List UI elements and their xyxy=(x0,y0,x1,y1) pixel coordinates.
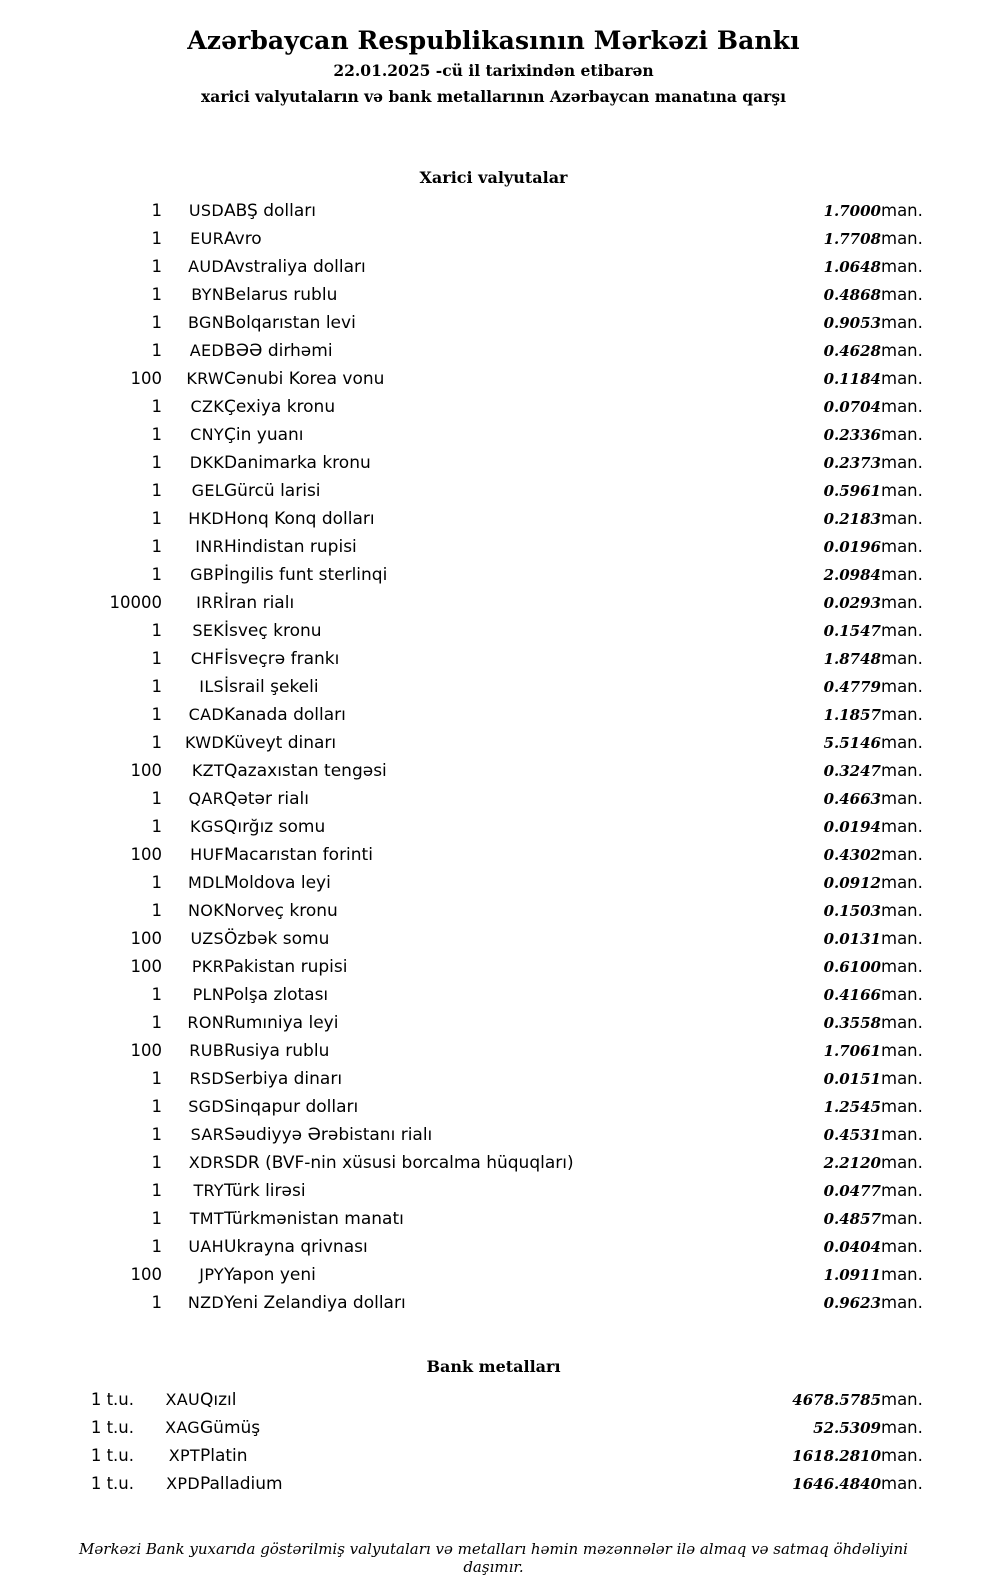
currency-code: RUB xyxy=(189,1041,224,1060)
rate-amount: 1 xyxy=(151,285,162,304)
rate-amount: 1 xyxy=(151,705,162,724)
currency-code: JPY xyxy=(199,1265,224,1284)
rate-amount: 1 xyxy=(151,1181,162,1200)
rate-value: 0.0404 xyxy=(823,1238,881,1256)
rate-amount: 1 xyxy=(151,481,162,500)
rate-amount: 1 xyxy=(151,677,162,696)
rate-amount: 1 xyxy=(151,789,162,808)
rate-unit: man. xyxy=(881,705,923,724)
currency-code: MDL xyxy=(188,873,224,892)
currency-code: EUR xyxy=(190,229,224,248)
table-row xyxy=(44,253,943,281)
rate-amount: 1 xyxy=(151,1237,162,1256)
rate-amount: 1 xyxy=(151,621,162,640)
rate-amount: 100 xyxy=(130,1041,162,1060)
currency-code: KWD xyxy=(185,733,224,752)
currency-code: SAR xyxy=(190,1125,224,1144)
table-row xyxy=(44,1414,943,1442)
rate-value: 0.5961 xyxy=(823,482,881,500)
rate-amount: 1 xyxy=(151,1097,162,1116)
table-row xyxy=(44,757,943,785)
rate-amount: 100 xyxy=(130,957,162,976)
rate-unit: man. xyxy=(881,845,923,864)
rate-amount: 1 xyxy=(151,901,162,920)
rate-unit: man. xyxy=(881,1474,923,1493)
currency-rows-body xyxy=(44,197,943,1317)
footer-note: Mərkəzi Bank yuxarıda göstərilmiş valyutaları və metalları həmin məzənnələr ilə almaq və satmaq öhdəliyini daşımır. xyxy=(79,1540,908,1576)
currency-code: XPT xyxy=(168,1446,200,1465)
currency-code: GBP xyxy=(190,565,224,584)
currency-code: AUD xyxy=(188,257,224,276)
table-row xyxy=(44,897,943,925)
currency-code: XAU xyxy=(165,1390,200,1409)
rate-amount: 100 xyxy=(130,845,162,864)
rate-unit: man. xyxy=(881,397,923,416)
currency-code: NZD xyxy=(187,1293,224,1312)
currency-code: UZS xyxy=(190,929,224,948)
currency-code: DKK xyxy=(189,453,224,472)
currency-name: Küveyt dinarı xyxy=(224,733,337,753)
currency-code: QAR xyxy=(188,789,224,808)
table-row xyxy=(44,1289,943,1317)
table-row xyxy=(44,281,943,309)
currency-code: INR xyxy=(195,537,224,556)
rate-unit: man. xyxy=(881,1181,923,1200)
rate-amount: 1 t.u. xyxy=(90,1390,134,1409)
currency-code: KZT xyxy=(191,761,224,780)
currency-code: NOK xyxy=(188,901,224,920)
table-row xyxy=(44,1177,943,1205)
table-row xyxy=(44,393,943,421)
currency-name: Macarıstan forinti xyxy=(224,845,373,865)
rate-unit: man. xyxy=(881,565,923,584)
rate-amount: 1 xyxy=(151,201,162,220)
currency-name: Türk lirəsi xyxy=(224,1181,306,1201)
rate-unit: man. xyxy=(881,1418,923,1437)
currency-name: Gürcü larisi xyxy=(224,481,321,501)
rate-amount: 1 xyxy=(151,313,162,332)
rate-value: 0.0196 xyxy=(823,538,881,556)
currency-code: RSD xyxy=(189,1069,224,1088)
currency-name: Gümüş xyxy=(200,1418,261,1438)
currency-name: Rusiya rublu xyxy=(224,1041,330,1061)
rate-unit: man. xyxy=(881,481,923,500)
rate-unit: man. xyxy=(881,1153,923,1172)
currency-code: KRW xyxy=(186,369,224,388)
table-row xyxy=(44,1205,943,1233)
rate-amount: 1 xyxy=(151,453,162,472)
table-row xyxy=(44,309,943,337)
rate-unit: man. xyxy=(881,369,923,388)
rate-unit: man. xyxy=(881,817,923,836)
table-row xyxy=(44,673,943,701)
rate-value: 0.6100 xyxy=(823,958,881,976)
table-row xyxy=(44,477,943,505)
rate-unit: man. xyxy=(881,313,923,332)
rate-unit: man. xyxy=(881,649,923,668)
currency-name: Kanada dolları xyxy=(224,705,346,725)
currency-name: Belarus rublu xyxy=(224,285,338,305)
rate-value: 1646.4840 xyxy=(792,1475,881,1493)
currency-rates-table xyxy=(44,197,943,1317)
rate-amount: 1 xyxy=(151,229,162,248)
rate-amount: 1 xyxy=(151,257,162,276)
rate-value: 0.0194 xyxy=(823,818,881,836)
rate-amount: 1 xyxy=(151,1069,162,1088)
rate-value: 0.1547 xyxy=(823,622,881,640)
rate-value: 0.3558 xyxy=(823,1014,881,1032)
table-row xyxy=(44,197,943,225)
rate-value: 5.5146 xyxy=(823,734,881,752)
currency-name: Pakistan rupisi xyxy=(224,957,348,977)
rate-unit: man. xyxy=(881,873,923,892)
rate-unit: man. xyxy=(881,509,923,528)
table-row xyxy=(44,1470,943,1498)
rate-amount: 1 xyxy=(151,733,162,752)
currency-name: İsveç kronu xyxy=(224,621,322,641)
rate-value: 1.2545 xyxy=(823,1098,881,1116)
currency-code: USD xyxy=(188,201,224,220)
rate-value: 1618.2810 xyxy=(792,1447,881,1465)
rate-amount: 1 xyxy=(151,1293,162,1312)
table-row xyxy=(44,981,943,1009)
currency-name: Çexiya kronu xyxy=(224,397,336,417)
rate-value: 1.7000 xyxy=(823,202,881,220)
rate-unit: man. xyxy=(881,257,923,276)
rate-value: 0.4166 xyxy=(823,986,881,1004)
currency-code: XAG xyxy=(165,1418,200,1437)
rate-value: 1.7061 xyxy=(823,1042,881,1060)
currency-name: Norveç kronu xyxy=(224,901,338,921)
rate-value: 0.0912 xyxy=(823,874,881,892)
currency-code: AED xyxy=(189,341,224,360)
table-row xyxy=(44,337,943,365)
currency-name: Rumıniya leyi xyxy=(224,1013,339,1033)
table-row xyxy=(44,1149,943,1177)
currency-name: İngilis funt sterlinqi xyxy=(224,565,388,585)
currency-code: XDR xyxy=(188,1153,224,1172)
currency-code: TRY xyxy=(193,1181,224,1200)
metal-rates-table xyxy=(44,1386,943,1498)
currency-name: Platin xyxy=(200,1446,248,1466)
rate-unit: man. xyxy=(881,1293,923,1312)
currency-code: PLN xyxy=(192,985,224,1004)
table-row xyxy=(44,1037,943,1065)
table-row xyxy=(44,617,943,645)
rate-unit: man. xyxy=(881,1209,923,1228)
rate-amount: 1 xyxy=(151,1153,162,1172)
currency-name: Honq Konq dolları xyxy=(224,509,375,529)
rate-value: 1.0911 xyxy=(823,1266,881,1284)
currency-code: CHF xyxy=(190,649,224,668)
currency-code: HKD xyxy=(188,509,224,528)
currency-name: Hindistan rupisi xyxy=(224,537,357,557)
table-row xyxy=(44,225,943,253)
rate-amount: 1 t.u. xyxy=(90,1474,134,1493)
rate-unit: man. xyxy=(881,1069,923,1088)
rate-amount: 1 t.u. xyxy=(90,1418,134,1437)
currency-name: Özbək somu xyxy=(224,929,330,949)
rate-unit: man. xyxy=(881,1097,923,1116)
table-row xyxy=(44,1442,943,1470)
currency-code: GEL xyxy=(191,481,224,500)
rate-unit: man. xyxy=(881,425,923,444)
table-row xyxy=(44,561,943,589)
rate-amount: 1 xyxy=(151,509,162,528)
rate-unit: man. xyxy=(881,201,923,220)
section-title-metals: Bank metalları xyxy=(426,1357,561,1376)
currency-code: SEK xyxy=(192,621,224,640)
rate-value: 52.5309 xyxy=(813,1419,881,1437)
currency-name: Polşa zlotası xyxy=(224,985,329,1005)
currency-name: Avro xyxy=(224,229,262,249)
rate-unit: man. xyxy=(881,1041,923,1060)
currency-code: KGS xyxy=(190,817,224,836)
rate-unit: man. xyxy=(881,901,923,920)
rate-value: 0.9053 xyxy=(823,314,881,332)
rate-unit: man. xyxy=(881,1237,923,1256)
rate-value: 0.4663 xyxy=(823,790,881,808)
rate-value: 4678.5785 xyxy=(792,1391,881,1409)
currency-name: İsveçrə frankı xyxy=(224,649,340,669)
rate-value: 0.2336 xyxy=(823,426,881,444)
rate-unit: man. xyxy=(881,1265,923,1284)
table-row xyxy=(44,841,943,869)
rate-value: 0.4628 xyxy=(823,342,881,360)
rate-value: 2.2120 xyxy=(823,1154,881,1172)
currency-name: ABŞ dolları xyxy=(224,201,316,221)
rate-amount: 100 xyxy=(130,1265,162,1284)
currency-name: Palladium xyxy=(200,1474,283,1494)
rate-value: 0.2183 xyxy=(823,510,881,528)
rate-amount: 100 xyxy=(130,369,162,388)
currency-code: IRR xyxy=(196,593,224,612)
table-row xyxy=(44,1261,943,1289)
document-description: xarici valyutaların və bank metallarının Azərbaycan manatına qarşı xyxy=(201,87,786,106)
table-row xyxy=(44,1121,943,1149)
currency-name: Yeni Zelandiya dolları xyxy=(224,1293,406,1313)
rate-amount: 1 xyxy=(151,397,162,416)
currency-name: Moldova leyi xyxy=(224,873,331,893)
rate-unit: man. xyxy=(881,453,923,472)
table-row xyxy=(44,869,943,897)
rate-amount: 1 xyxy=(151,565,162,584)
rate-unit: man. xyxy=(881,1446,923,1465)
rate-value: 0.2373 xyxy=(823,454,881,472)
rate-amount: 10000 xyxy=(109,593,162,612)
currency-code: BYN xyxy=(191,285,224,304)
currency-code: ILS xyxy=(199,677,224,696)
rate-value: 0.4868 xyxy=(823,286,881,304)
rate-value: 0.0131 xyxy=(823,930,881,948)
currency-name: Qırğız somu xyxy=(224,817,326,837)
currency-name: Qızıl xyxy=(200,1390,237,1410)
currency-name: İsrail şekeli xyxy=(224,677,319,697)
currency-code: RON xyxy=(187,1013,224,1032)
currency-name: Avstraliya dolları xyxy=(224,257,366,277)
currency-code: XPD xyxy=(166,1474,200,1493)
rate-unit: man. xyxy=(881,761,923,780)
table-row xyxy=(44,645,943,673)
currency-name: İran rialı xyxy=(224,593,295,613)
metal-rows-body xyxy=(44,1386,943,1498)
rate-amount: 1 xyxy=(151,537,162,556)
rate-unit: man. xyxy=(881,677,923,696)
rate-amount: 1 xyxy=(151,649,162,668)
effective-date-line: 22.01.2025 -cü il tarixindən etibarən xyxy=(333,61,654,80)
table-row xyxy=(44,589,943,617)
table-row xyxy=(44,533,943,561)
rate-value: 1.8748 xyxy=(823,650,881,668)
rate-value: 1.7708 xyxy=(823,230,881,248)
table-row xyxy=(44,421,943,449)
currency-name: Yapon yeni xyxy=(224,1265,316,1285)
rate-unit: man. xyxy=(881,985,923,1004)
rate-unit: man. xyxy=(881,789,923,808)
table-row xyxy=(44,1009,943,1037)
currency-name: Serbiya dinarı xyxy=(224,1069,343,1089)
currency-code: CNY xyxy=(190,425,224,444)
rate-value: 0.3247 xyxy=(823,762,881,780)
currency-code: PKR xyxy=(191,957,224,976)
currency-name: BƏƏ dirhəmi xyxy=(224,341,333,361)
rate-value: 1.1857 xyxy=(823,706,881,724)
rate-value: 0.0293 xyxy=(823,594,881,612)
currency-name: Qazaxıstan tengəsi xyxy=(224,761,387,781)
rate-unit: man. xyxy=(881,621,923,640)
rate-unit: man. xyxy=(881,593,923,612)
rate-amount: 1 xyxy=(151,341,162,360)
currency-code: HUF xyxy=(190,845,224,864)
rate-value: 0.0477 xyxy=(823,1182,881,1200)
rate-value: 0.4302 xyxy=(823,846,881,864)
rate-unit: man. xyxy=(881,229,923,248)
currency-code: BGN xyxy=(188,313,224,332)
table-row xyxy=(44,365,943,393)
currency-name: Bolqarıstan levi xyxy=(224,313,356,333)
rate-unit: man. xyxy=(881,733,923,752)
section-title-currencies: Xarici valyutalar xyxy=(419,168,568,187)
table-row xyxy=(44,729,943,757)
table-row xyxy=(44,1386,943,1414)
currency-name: Danimarka kronu xyxy=(224,453,371,473)
rate-unit: man. xyxy=(881,341,923,360)
table-row xyxy=(44,1065,943,1093)
currency-name: Qətər rialı xyxy=(224,789,309,809)
rate-value: 0.1503 xyxy=(823,902,881,920)
rate-unit: man. xyxy=(881,285,923,304)
table-row xyxy=(44,1233,943,1261)
rate-unit: man. xyxy=(881,1013,923,1032)
table-row xyxy=(44,813,943,841)
rate-value: 0.1184 xyxy=(823,370,881,388)
rate-unit: man. xyxy=(881,1390,923,1409)
currency-code: TMT xyxy=(189,1209,224,1228)
table-row xyxy=(44,505,943,533)
table-row xyxy=(44,953,943,981)
currency-code: CZK xyxy=(190,397,224,416)
rate-value: 0.0704 xyxy=(823,398,881,416)
rate-value: 2.0984 xyxy=(823,566,881,584)
rate-amount: 1 xyxy=(151,985,162,1004)
rate-amount: 1 xyxy=(151,425,162,444)
rate-value: 0.0151 xyxy=(823,1070,881,1088)
table-row xyxy=(44,925,943,953)
rate-value: 1.0648 xyxy=(823,258,881,276)
rate-amount: 1 xyxy=(151,1013,162,1032)
page-title: Azərbaycan Respublikasının Mərkəzi Bankı xyxy=(187,26,800,55)
currency-name: Cənubi Korea vonu xyxy=(224,369,385,389)
rate-amount: 1 xyxy=(151,1209,162,1228)
rate-unit: man. xyxy=(881,1125,923,1144)
rate-value: 0.4779 xyxy=(823,678,881,696)
currency-name: Türkmənistan manatı xyxy=(224,1209,404,1229)
rate-amount: 1 t.u. xyxy=(90,1446,134,1465)
rate-amount: 1 xyxy=(151,1125,162,1144)
currency-name: Sinqapur dolları xyxy=(224,1097,359,1117)
rate-amount: 100 xyxy=(130,761,162,780)
rate-value: 0.4531 xyxy=(823,1126,881,1144)
currency-code: SGD xyxy=(188,1097,224,1116)
rate-value: 0.4857 xyxy=(823,1210,881,1228)
table-row xyxy=(44,785,943,813)
currency-code: CAD xyxy=(188,705,224,724)
table-row xyxy=(44,701,943,729)
currency-code: UAH xyxy=(188,1237,224,1256)
rate-unit: man. xyxy=(881,929,923,948)
currency-name: Səudiyyə Ərəbistanı rialı xyxy=(224,1125,433,1145)
rate-amount: 100 xyxy=(130,929,162,948)
rate-amount: 1 xyxy=(151,873,162,892)
rate-amount: 1 xyxy=(151,817,162,836)
rate-value: 0.9623 xyxy=(823,1294,881,1312)
table-row xyxy=(44,1093,943,1121)
rate-unit: man. xyxy=(881,537,923,556)
currency-name: SDR (BVF-nin xüsusi borcalma hüquqları) xyxy=(224,1153,574,1173)
currency-name: Ukrayna qrivnası xyxy=(224,1237,368,1257)
rate-unit: man. xyxy=(881,957,923,976)
currency-name: Çin yuanı xyxy=(224,425,304,445)
table-row xyxy=(44,449,943,477)
